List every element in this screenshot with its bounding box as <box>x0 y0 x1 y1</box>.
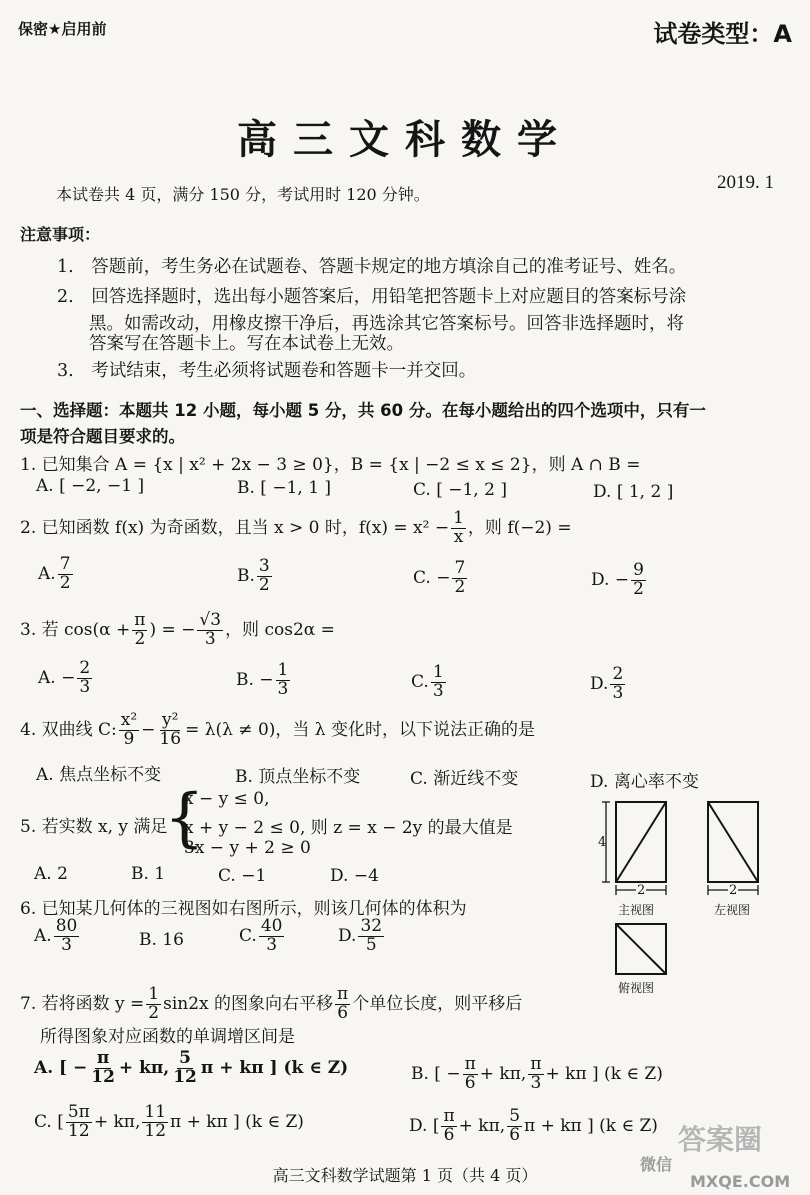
question-7-stem-part-a: 7. 若将函数 y = <box>20 993 145 1014</box>
fraction <box>146 986 161 1023</box>
top-view-label: 俯视图 <box>618 981 655 995</box>
fraction-numerator: 32 <box>360 916 383 936</box>
fraction <box>142 1104 168 1141</box>
question-2-stem-part-a: 2. 已知函数 f(x) 为奇函数，且当 x > 0 时，f(x) = x² − <box>20 517 450 538</box>
option-label: D. − <box>591 569 630 590</box>
fraction-denominator: 3 <box>530 1072 542 1093</box>
watermark-logo: 答案圈 <box>678 1123 763 1156</box>
section-heading: 一、选择题：本题共 12 小题，每小题 5 分，共 60 分。在每小题给出的四个选项中，只有一 <box>20 401 706 420</box>
fraction-denominator: 12 <box>91 1066 115 1087</box>
question-7-stem-line-2: 所得图象对应函数的单调增区间是 <box>40 1027 295 1047</box>
fraction <box>452 560 467 597</box>
fraction <box>507 1108 522 1145</box>
question-2-option-b <box>237 558 274 595</box>
question-2-stem <box>20 510 572 547</box>
option-label: A. <box>34 925 52 946</box>
question-7-stem-part-c: 个单位长度，则平移后 <box>352 993 523 1014</box>
fraction <box>257 558 272 595</box>
question-2-option-a <box>38 556 75 593</box>
fraction-numerator: 2 <box>79 658 91 678</box>
option-part: + kπ, <box>458 1115 506 1136</box>
question-7-option-c <box>34 1104 304 1141</box>
height-label: 4 <box>598 835 607 850</box>
fraction-numerator: 7 <box>454 558 466 578</box>
question-5-constraint-3: 3x − y + 2 ≥ 0 <box>184 838 311 858</box>
option-part: + kπ, <box>479 1063 527 1084</box>
fraction <box>610 666 625 703</box>
question-5-option-b: B. 1 <box>131 864 166 884</box>
fraction-numerator: 2 <box>612 664 624 684</box>
question-5-option-c: C. −1 <box>218 866 267 886</box>
front-view-label: 主视图 <box>618 903 655 917</box>
question-1-stem: 1. 已知集合 A = {x | x² + 2x − 3 ≥ 0}，B = {x | −2 ≤ x ≤ 2}，则 A ∩ B = <box>20 455 641 475</box>
fraction-numerator: 80 <box>55 916 78 936</box>
option-label: C. − <box>413 567 451 588</box>
question-3-stem <box>20 612 335 649</box>
fraction <box>276 662 291 699</box>
option-part: + kπ ] (k ∈ Z) <box>545 1063 663 1084</box>
option-label: A. − <box>38 667 76 688</box>
fraction-denominator: 3 <box>266 934 278 955</box>
fraction-numerator: 1 <box>277 660 289 680</box>
option-part: π + kπ ] (k ∈ Z) <box>524 1115 658 1136</box>
fraction-denominator: 12 <box>173 1066 197 1087</box>
option-label: B. − <box>236 669 274 690</box>
notice-heading: 注意事项： <box>20 225 101 244</box>
question-7-stem-part-b: sin2x 的图象向右平移 <box>163 993 334 1014</box>
question-6-option-b: B. 16 <box>139 930 184 950</box>
fraction-denominator: 6 <box>464 1072 476 1093</box>
option-part: π + kπ ] (k ∈ Z) <box>170 1111 304 1132</box>
question-7-option-b <box>411 1056 663 1093</box>
question-4-stem <box>20 712 535 749</box>
fraction-denominator: 3 <box>277 678 289 699</box>
fraction <box>54 918 80 955</box>
fraction-denominator: x <box>453 526 464 547</box>
question-1-option-a: A. [ −2, −1 ] <box>36 476 145 496</box>
question-4-option-c: C. 渐近线不变 <box>410 769 519 789</box>
question-1-option-d: D. [ 1, 2 ] <box>593 482 674 502</box>
section-heading-cont: 项是符合题目要求的。 <box>20 427 185 446</box>
fraction-denominator: 3 <box>79 676 91 697</box>
question-4-option-d: D. 离心率不变 <box>590 772 699 792</box>
option-part: + kπ, <box>93 1111 141 1132</box>
fraction <box>431 664 446 701</box>
option-part: A. [ − <box>34 1057 88 1078</box>
paper-type-label: 试卷类型：A <box>653 20 792 48</box>
question-5-option-a: A. 2 <box>34 864 68 884</box>
page-footer: 高三文科数学试题第 1 页（共 4 页） <box>272 1166 538 1185</box>
question-3-stem-part-c: ，则 cos2α = <box>225 619 335 640</box>
exam-date: 2019. 1 <box>717 172 774 193</box>
minus-sign: − <box>141 719 156 740</box>
fraction-numerator: 1 <box>432 662 444 682</box>
fraction <box>58 556 73 593</box>
fraction-denominator: 12 <box>68 1120 90 1141</box>
fraction-numerator: 9 <box>633 560 644 580</box>
fraction-numerator: √3 <box>199 610 222 630</box>
notice-item-2-line-3: 答案写在答题卡上。写在本试卷上无效。 <box>89 334 404 354</box>
fraction-denominator: 9 <box>123 728 135 749</box>
fraction-denominator: 16 <box>159 728 182 749</box>
option-label: D. <box>590 673 609 694</box>
question-1-option-b: B. [ −1, 1 ] <box>237 478 332 498</box>
fraction-numerator: 7 <box>59 554 71 574</box>
fraction-denominator: 6 <box>509 1124 521 1145</box>
fraction-numerator: 3 <box>258 556 270 576</box>
watermark-site: MXQE.COM <box>690 1172 791 1191</box>
question-6-option-a <box>34 918 81 955</box>
fraction <box>528 1056 543 1093</box>
fraction-numerator: y² <box>162 710 179 730</box>
fraction <box>358 918 384 955</box>
question-3-option-c <box>411 664 448 701</box>
fraction-denominator: 3 <box>61 934 72 955</box>
fraction-denominator: 2 <box>59 572 71 593</box>
fraction <box>89 1050 117 1087</box>
fraction-denominator: 2 <box>134 628 146 649</box>
option-label: D. <box>338 925 357 946</box>
question-3-option-a <box>38 660 94 697</box>
option-part: + kπ, <box>118 1057 170 1078</box>
question-3-option-b <box>236 662 292 699</box>
fraction-denominator: 6 <box>337 1002 349 1023</box>
question-3-stem-part-a: 3. 若 cos(α + <box>20 619 131 640</box>
question-6-option-d <box>338 918 386 955</box>
fraction-denominator: 2 <box>258 574 270 595</box>
fraction <box>66 1104 92 1141</box>
front-view <box>616 802 666 882</box>
fraction-numerator: π <box>134 610 146 630</box>
fraction-numerator: x² <box>120 710 138 730</box>
question-1-option-c: C. [ −1, 2 ] <box>413 480 507 500</box>
side-view-label: 左视图 <box>714 903 751 917</box>
question-4-option-a: A. 焦点坐标不变 <box>36 765 162 785</box>
fraction <box>132 612 147 649</box>
watermark-wechat: 微信 <box>640 1155 673 1174</box>
top-view <box>616 924 666 974</box>
notice-item-2: 2. 回答选择题时，选出每小题答案后，用铅笔把答题卡上对应题目的答案标号涂 <box>57 287 687 307</box>
fraction-denominator: 2 <box>454 576 466 597</box>
question-4-option-b: B. 顶点坐标不变 <box>235 767 361 787</box>
fraction-numerator: π <box>96 1048 110 1068</box>
fraction <box>259 918 285 955</box>
option-part: C. [ <box>34 1111 64 1132</box>
fraction-numerator: π <box>530 1054 542 1074</box>
confidential-label: 保密★启用前 <box>18 20 107 38</box>
question-4-stem-part-a: 4. 双曲线 C: <box>20 719 117 740</box>
question-4-stem-part-b: = λ(λ ≠ 0)，当 λ 变化时，以下说法正确的是 <box>185 719 535 740</box>
notice-item-3: 3. 考试结束，考生必须将试题卷和答题卡一并交回。 <box>57 361 477 381</box>
option-label: B. <box>237 565 255 586</box>
fraction <box>197 612 223 649</box>
notice-item-1: 1. 答题前，考生务必在试题卷、答题卡规定的地方填涂自己的准考证号、姓名。 <box>57 257 687 277</box>
fraction-denominator: 6 <box>443 1124 455 1145</box>
page-title: 高三文科数学 <box>237 116 573 163</box>
fraction <box>451 510 466 547</box>
question-3-option-d <box>590 666 627 703</box>
fraction-numerator: 5 <box>509 1106 521 1126</box>
fraction <box>463 1056 478 1093</box>
option-label: C. <box>239 925 257 946</box>
fraction-numerator: π <box>464 1054 476 1074</box>
question-2-stem-part-b: ，则 f(−2) = <box>467 517 572 538</box>
option-label: A. <box>38 563 56 584</box>
question-5-constraint-1: x − y ≤ 0, <box>184 789 270 809</box>
fraction-numerator: 1 <box>453 508 464 528</box>
fraction-numerator: π <box>443 1106 455 1126</box>
question-2-option-d <box>591 562 648 599</box>
question-5-option-d: D. −4 <box>330 866 379 886</box>
fraction <box>171 1050 199 1087</box>
system-brace: { <box>164 781 205 855</box>
fraction-denominator: 5 <box>365 934 377 955</box>
question-2-option-c <box>413 560 469 597</box>
question-6-stem: 6. 已知某几何体的三视图如右图所示，则该几何体的体积为 <box>20 899 467 919</box>
question-6-option-c <box>239 918 286 955</box>
exam-intro: 本试卷共 4 页，满分 150 分，考试用时 120 分钟。 <box>56 185 430 204</box>
fraction-numerator: 5π <box>67 1102 90 1122</box>
fraction-denominator: 3 <box>612 682 624 703</box>
notice-item-2-line-2: 黑。如需改动，用橡皮擦干净后，再选涂其它答案标号。回答非选择题时，将 <box>89 314 684 334</box>
question-7-stem <box>20 986 522 1023</box>
fraction <box>119 712 139 749</box>
fraction-numerator: 40 <box>260 916 283 936</box>
fraction-denominator: 3 <box>204 628 216 649</box>
fraction-denominator: 3 <box>432 680 444 701</box>
option-part: B. [ − <box>411 1063 461 1084</box>
option-part: π + kπ ] (k ∈ Z) <box>200 1057 349 1078</box>
option-part: D. [ <box>409 1115 440 1136</box>
width-label: 2 <box>637 883 646 898</box>
fraction <box>631 562 646 599</box>
fraction-numerator: π <box>337 984 349 1004</box>
three-view-diagram <box>592 792 772 998</box>
fraction <box>335 986 350 1023</box>
question-3-stem-part-b: ) = − <box>149 619 196 640</box>
fraction-denominator: 12 <box>144 1120 167 1141</box>
question-7-option-d <box>409 1108 658 1145</box>
fraction-denominator: 2 <box>148 1002 160 1023</box>
side-width-label: 2 <box>729 883 738 898</box>
side-view <box>708 802 758 882</box>
fraction <box>77 660 92 697</box>
fraction-numerator: 1 <box>148 984 160 1004</box>
option-label: C. <box>411 671 429 692</box>
fraction-numerator: 5 <box>179 1048 191 1068</box>
fraction-denominator: 2 <box>633 578 644 599</box>
question-5-constraint-2: x + y − 2 ≤ 0, 则 z = x − 2y 的最大值是 <box>184 818 513 838</box>
question-7-option-a <box>34 1050 348 1087</box>
question-5-stem: 5. 若实数 x, y 满足 <box>20 817 168 837</box>
fraction <box>157 712 183 749</box>
fraction-numerator: 11 <box>144 1102 167 1122</box>
fraction <box>441 1108 456 1145</box>
